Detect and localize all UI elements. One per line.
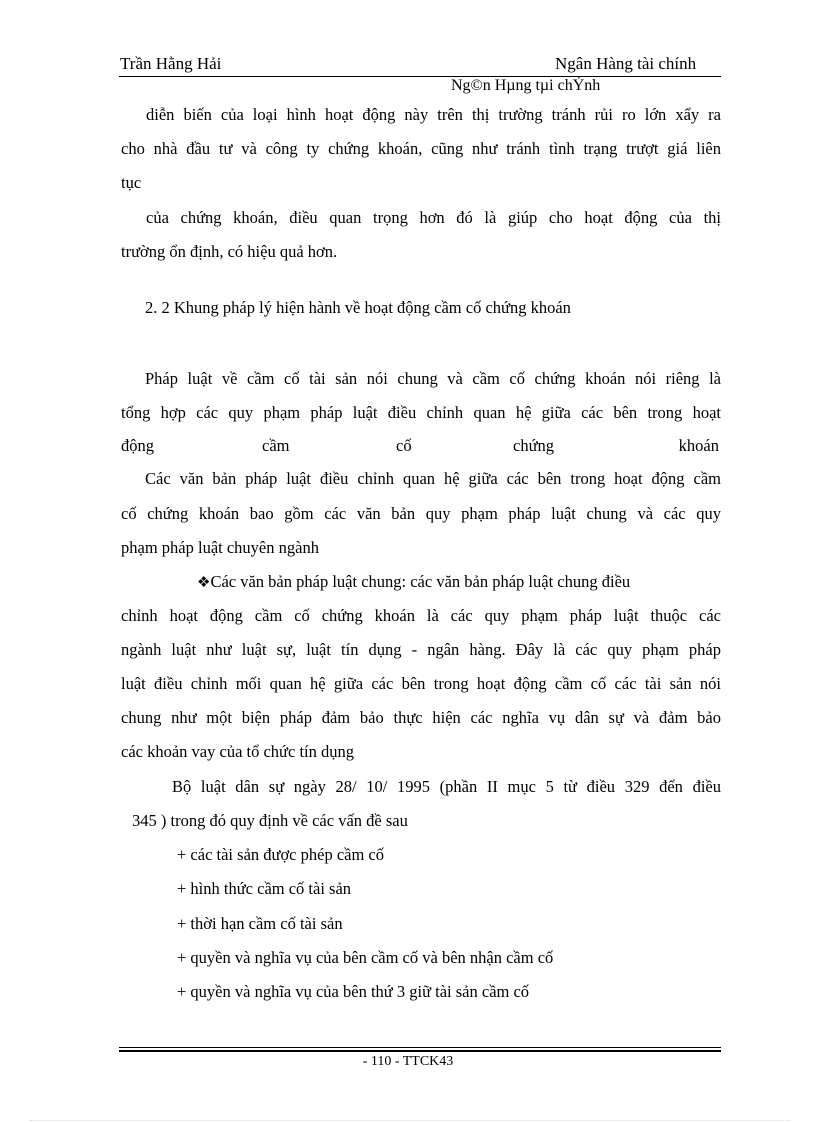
spread-word: cố [396, 436, 412, 455]
bullet-line [197, 571, 797, 593]
text-line: Bộ luật dân sự ngày 28/ 10/ 1995 (phần II mục 5 từ điều 329 đến điều [172, 777, 721, 796]
diamond-bullet-icon: ❖ [197, 573, 211, 591]
list-item: + thời hạn cầm cố tài sản [177, 914, 343, 933]
text-line: tục [121, 173, 142, 192]
bullet-text: Các văn bản pháp luật chung: các văn bản pháp luật chung điều [210, 572, 631, 591]
text-line: ngành luật như luật sự, luật tín dụng - ngân hàng. Đây là các quy phạm pháp [121, 640, 721, 659]
spread-word: cầm [262, 436, 290, 455]
text-line: diễn biến của loại hình hoạt động này trên thị trường tránh rủi ro lớn xẩy ra [146, 105, 721, 124]
spread-word: khoán [678, 436, 719, 455]
spread-word: chứng [513, 436, 555, 455]
text-line: chỉnh hoạt động cầm cố chứng khoán là các quy phạm pháp luật thuộc các [121, 606, 721, 625]
text-line: trường ổn định, có hiệu quả hơn. [121, 242, 338, 261]
list-item: + các tài sản được phép cầm cố [177, 845, 385, 864]
list-item: + quyền và nghĩa vụ của bên thứ 3 giữ tài sản cầm cố [177, 982, 530, 1001]
text-line: cố chứng khoán bao gồm các văn bản quy phạm pháp luật chung và các quy [121, 504, 721, 523]
header-author: Trần Hằng Hải [120, 54, 222, 73]
text-line: Các văn bản pháp luật điều chỉnh quan hệ giữa các bên trong hoạt động cầm [145, 469, 721, 488]
footer-divider-thick [119, 1050, 721, 1052]
text-line: chung như một biện pháp đảm bảo thực hiện các nghĩa vụ dân sự và đảm bảo [121, 708, 721, 727]
text-line: cho nhà đầu tư và công ty chứng khoán, cũng như tránh tình trạng trượt giá liên [121, 139, 721, 158]
list-item: + hình thức cầm cố tài sản [177, 879, 352, 898]
page-edge [30, 1120, 790, 1121]
text-line: phạm pháp luật chuyên ngành [121, 538, 319, 557]
section-heading: 2. 2 Khung pháp lý hiện hành về hoạt động cầm cố chứng khoán [145, 298, 571, 317]
list-item: + quyền và nghĩa vụ của bên cầm cố và bên nhận cầm cố [177, 948, 554, 967]
spread-word: động [121, 436, 154, 455]
header-title: Ngân Hàng tài chính [555, 54, 697, 73]
header-divider [119, 76, 721, 77]
text-line: các khoản vay của tổ chức tín dụng [121, 742, 354, 761]
text-line: luật điều chỉnh mối quan hệ giữa các bên trong hoạt động cầm cố các tài sản nói [121, 674, 721, 693]
text-line: 345 ) trong đó quy định về các vấn đề sau [132, 811, 408, 830]
header-subtitle: Ng©n Hµng tµi chÝnh [451, 77, 601, 94]
footer-divider [119, 1047, 721, 1048]
text-line: của chứng khoán, điều quan trọng hơn đó là giúp cho hoạt động của thị [146, 208, 721, 227]
page-number: - 110 - TTCK43 [362, 1054, 454, 1069]
text-line: Pháp luật về cầm cố tài sản nói chung và cầm cố chứng khoán nói riêng là [145, 369, 721, 388]
text-line: tổng hợp các quy phạm pháp luật điều chỉnh quan hệ giữa các bên trong hoạt [121, 403, 721, 422]
